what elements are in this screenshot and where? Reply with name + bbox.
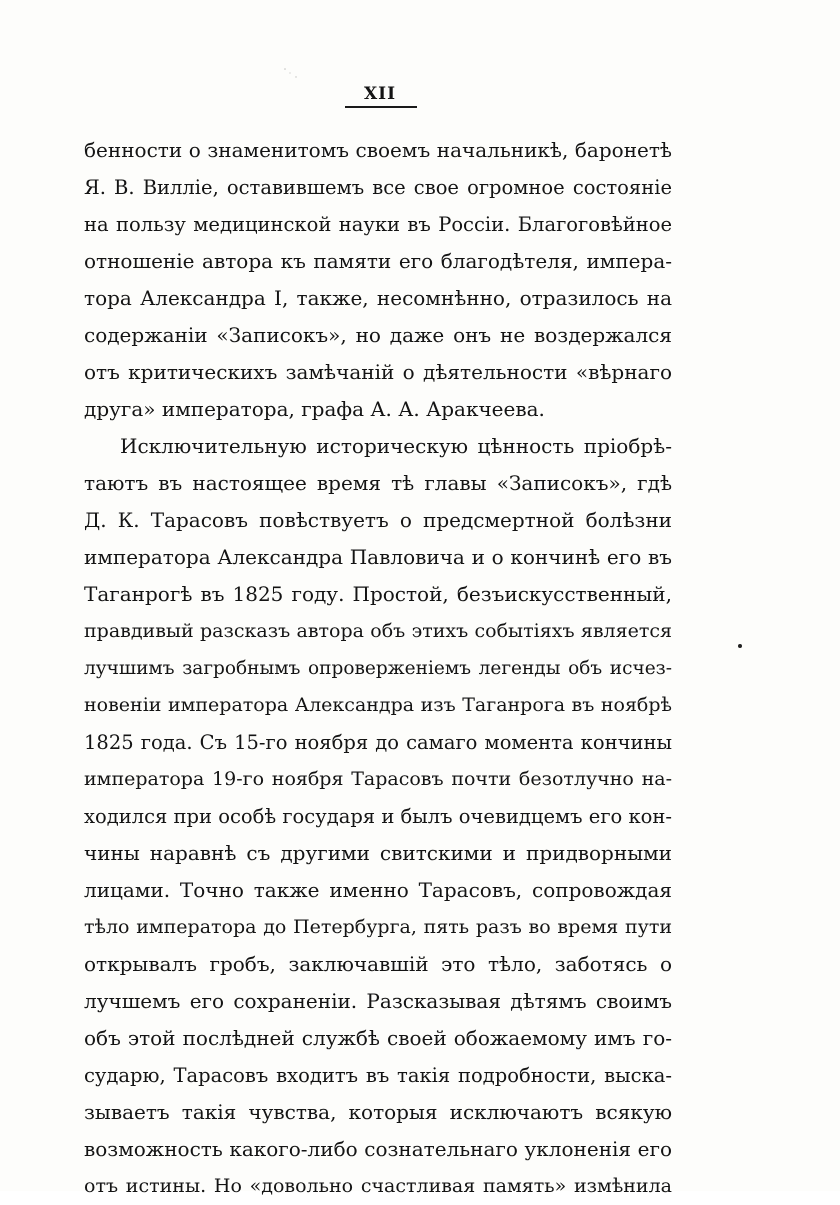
text-line: отъ критическихъ замѣчанiй о дѣятельности «вѣрнаго [84,360,672,384]
text-line: императора 19-го ноября Тарасовъ почти безотлучно на- [84,768,672,790]
text-line: 1825 года. Съ 15-го ноября до самаго момента кончины [84,731,672,754]
text-line: лучшемъ его сохраненiи. Разсказывая дѣтямъ своимъ [84,989,672,1013]
text-line: лицами. Точно также именно Тарасовъ, сопровождая [84,878,672,902]
page-number: XII [363,84,397,104]
header-rule [345,106,417,108]
body-text [84,132,672,1205]
text-line: отъ истины. Но «довольно счастливая память» измѣнила [84,1175,672,1197]
text-line: тора Александра I, также, несомнѣнно, отразилось на [84,286,672,310]
text-line: отношенiе автора къ памяти его благодѣтеля, импера- [84,249,672,273]
print-speck [282,66,300,80]
text-line: чины наравнѣ съ другими свитскими и придворными [84,841,672,865]
text-line: таютъ въ настоящее время тѣ главы «Записокъ», гдѣ [84,471,672,495]
text-line: открывалъ гробъ, заключавшiй это тѣло, заботясь о [84,952,672,976]
text-line: возможность какого-либо сознательнаго уклоненiя его [84,1137,672,1161]
text-line: объ этой послѣдней службѣ своей обожаемому имъ го- [84,1026,672,1050]
text-line: Д. К. Тарасовъ повѣствуетъ о предсмертной болѣзни [84,508,672,532]
print-dot [738,644,742,648]
text-line: Исключительную историческую цѣнность прiобрѣ- [120,434,672,458]
text-line: Я. В. Виллiе, оставившемъ все свое огромное состоянiе [84,176,672,199]
text-line: друга» императора, графа А. А. Аракчеева. [84,397,545,421]
text-line: зываетъ такiя чувства, которыя исключаютъ всякую [84,1100,672,1124]
paragraph-2 [84,428,672,1205]
text-line: императора Александра Павловича и о кончинѣ его въ [84,545,672,569]
text-line: на пользу медицинской науки въ Россiи. Благоговѣйное [84,213,672,236]
text-line: тѣло императора до Петербурга, пять разъ во время пути [84,916,672,938]
paragraph-1 [84,132,672,428]
text-line: бенности о знаменитомъ своемъ начальникѣ, баронетѣ [84,138,672,162]
text-line: новенiи императора Александра изъ Таганрога въ ноябрѣ [84,694,672,716]
text-line: содержанiи «Записокъ», но даже онъ не воздержался [84,323,672,347]
text-line: правдивый разсказъ автора объ этихъ событiяхъ является [84,620,672,642]
text-line: ходился при особѣ государя и былъ очевидцемъ его кон- [84,805,672,828]
text-line: сударю, Тарасовъ входитъ въ такiя подробности, выска- [84,1064,672,1087]
text-line: лучшимъ загробнымъ опроверженiемъ легенды объ исчез- [84,658,672,679]
text-line: Таганрогѣ въ 1825 году. Простой, безъискусственный, [84,582,672,606]
